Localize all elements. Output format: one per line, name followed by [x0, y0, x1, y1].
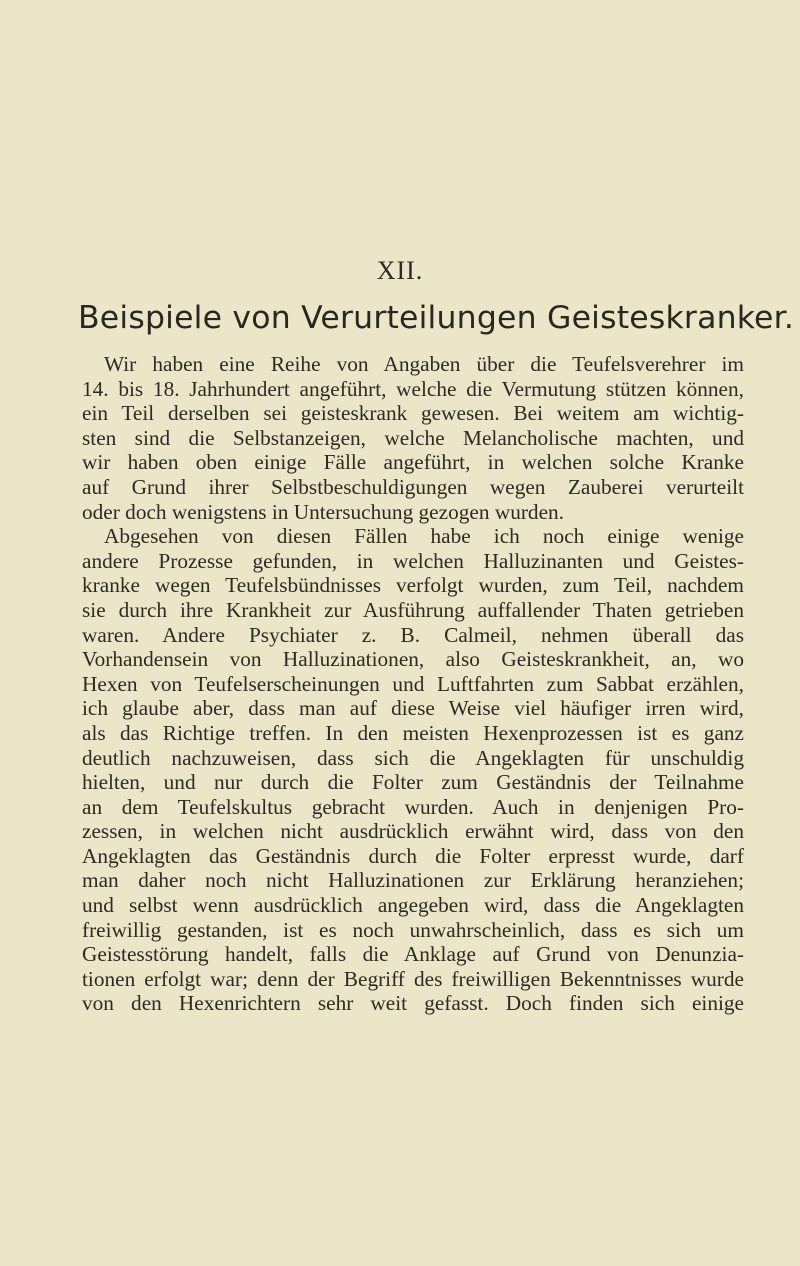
text-line: hielten, und nur durch die Folter zum Geständnis der Teilnahme [82, 770, 744, 795]
chapter-number: XII. [376, 256, 424, 285]
text-line: freiwillig gestanden, ist es noch unwahrscheinlich, dass es sich um [82, 917, 744, 942]
text-line: an dem Teufelskultus gebracht wurden. Auch in denjenigen Pro- [82, 794, 744, 819]
text-line: Hexen von Teufelserscheinungen und Luftfahrten zum Sabbat erzählen, [82, 671, 744, 696]
text-line: 14. bis 18. Jahrhundert angeführt, welche die Vermutung stützen können, [82, 376, 744, 401]
text-line: und selbst wenn ausdrücklich angegeben wird, dass die Angeklagten [82, 893, 744, 918]
text-line: sie durch ihre Krankheit zur Ausführung auffallender Thaten getrieben [82, 597, 744, 622]
text-line: zessen, in welchen nicht ausdrücklich erwähnt wird, dass von den [82, 819, 744, 844]
text-line: ich glaube aber, dass man auf diese Weise viel häufiger irren wird, [82, 696, 744, 721]
text-line: Vorhandensein von Halluzinationen, also Geisteskrankheit, an, wo [82, 647, 744, 672]
text-line: oder doch wenigstens in Untersuchung gezogen wurden. [82, 499, 565, 524]
text-line: waren. Andere Psychiater z. B. Calmeil, nehmen überall das [82, 622, 744, 647]
text-line: von den Hexenrichtern sehr weit gefasst. Doch finden sich einige [82, 991, 744, 1016]
text-line: deutlich nachzuweisen, dass sich die Angeklagten für unschuldig [82, 745, 744, 770]
text-line: andere Prozesse gefunden, in welchen Halluzinanten und Geistes- [82, 548, 744, 573]
text-line: sten sind die Selbstanzeigen, welche Melancholische machten, und [82, 425, 744, 450]
text-line: Angeklagten das Geständnis durch die Folter erpresst wurde, darf [82, 843, 744, 868]
chapter-title: Beispiele von Verurteilungen Geisteskranker. [78, 300, 795, 336]
text-line: kranke wegen Teufelsbündnisses verfolgt wurden, zum Teil, nachdem [82, 573, 744, 598]
text-line: ein Teil derselben sei geisteskrank gewesen. Bei weitem am wichtig- [82, 401, 744, 426]
text-line: als das Richtige treffen. In den meisten Hexenprozessen ist es ganz [82, 720, 744, 745]
text-line: Geistesstörung handelt, falls die Anklage auf Grund von Denunzia- [82, 942, 744, 967]
text-line: wir haben oben einige Fälle angeführt, in welchen solche Kranke [82, 450, 744, 475]
text-line: auf Grund ihrer Selbstbeschuldigungen wegen Zauberei verurteilt [82, 474, 744, 499]
body-text [82, 352, 744, 1016]
text-line: man daher noch nicht Halluzinationen zur Erklärung heranziehen; [82, 868, 744, 893]
text-line: Wir haben eine Reihe von Angaben über die Teufelsverehrer im [104, 352, 744, 376]
text-line: tionen erfolgt war; denn der Begriff des freiwilligen Bekenntnisses wurde [82, 966, 744, 991]
text-line: Abgesehen von diesen Fällen habe ich noch einige wenige [104, 524, 744, 549]
